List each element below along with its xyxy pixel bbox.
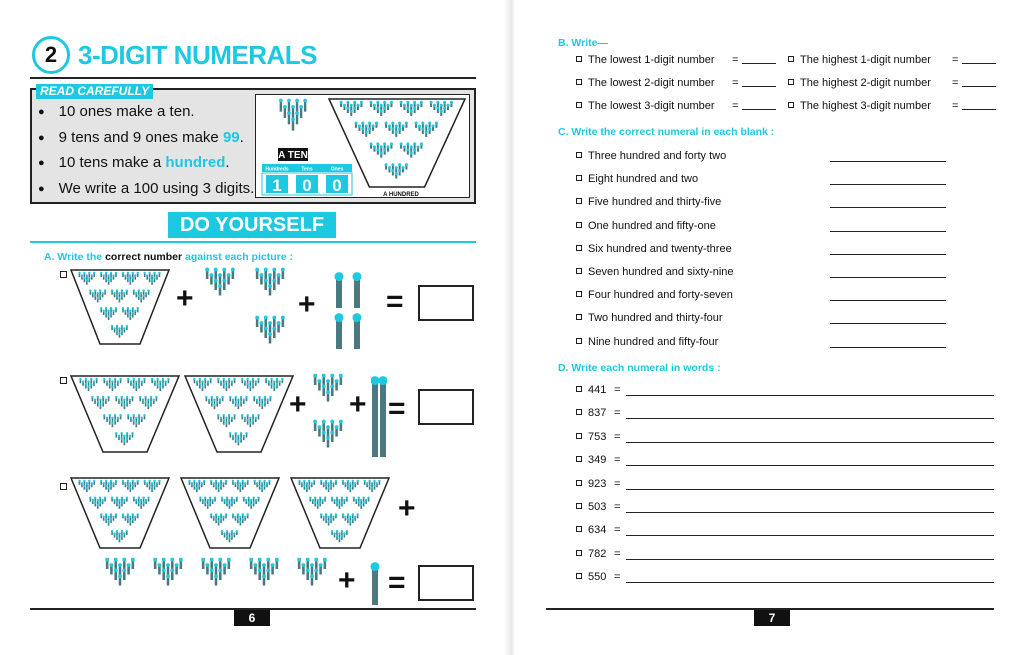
section-d-item: 550 — [576, 570, 606, 584]
section-b-equals: = — [952, 99, 996, 113]
one-rods-icon — [371, 374, 387, 460]
chapter-number: 2 — [32, 36, 70, 74]
section-b-item: The highest 2-digit number — [788, 76, 931, 90]
section-d-item: 837 — [576, 406, 606, 420]
ten-rods-icon — [308, 418, 348, 464]
ten-rods-icon — [250, 314, 290, 360]
equals-sign: = — [614, 571, 621, 584]
answer-line[interactable] — [830, 207, 946, 208]
plus-sign: + — [349, 388, 367, 421]
section-b-item: The lowest 1-digit number — [576, 53, 715, 67]
section-b-item: The highest 3-digit number — [788, 99, 931, 113]
ten-rods-icon — [292, 556, 332, 602]
exercise-checkbox[interactable] — [60, 377, 67, 384]
bullet-item: ● 9 tens and 9 ones make 99. — [38, 126, 254, 152]
equals-sign: = — [614, 524, 621, 537]
answer-line[interactable] — [830, 277, 946, 278]
svg-text:0: 0 — [302, 176, 312, 195]
equals-sign: = — [388, 392, 406, 425]
section-c-item: One hundred and fifty-one — [576, 219, 716, 233]
ten-rods-icon — [244, 556, 284, 602]
plus-sign: + — [176, 282, 194, 315]
hundred-block-icon — [70, 374, 180, 454]
svg-text:Ones: Ones — [330, 166, 344, 173]
section-b-equals: = — [952, 76, 996, 90]
read-carefully-label: READ CAREFULLY — [36, 84, 153, 99]
ten-rods-icon — [308, 372, 348, 418]
answer-line[interactable] — [626, 395, 994, 396]
equals-sign: = — [614, 547, 621, 560]
plus-sign: + — [289, 388, 307, 421]
bullet-item: ● 10 tens make a hundred. — [38, 151, 254, 177]
one-rods-icon — [367, 560, 383, 608]
section-d-item: 753 — [576, 430, 606, 444]
hundred-block-icon — [70, 268, 170, 346]
equals-sign: = — [614, 454, 621, 467]
hundred-block-icon — [184, 374, 294, 454]
section-b-item: The lowest 2-digit number — [576, 76, 715, 90]
section-d-item: 503 — [576, 500, 606, 514]
page-number: 7 — [754, 610, 790, 626]
section-c-item: Seven hundred and sixty-nine — [576, 265, 734, 279]
answer-line[interactable] — [626, 559, 994, 560]
do-yourself-banner: DO YOURSELF — [168, 212, 336, 238]
section-a-heading: A. Write the correct number against each picture : — [44, 251, 293, 263]
section-rule — [30, 241, 476, 243]
answer-line[interactable] — [830, 184, 946, 185]
section-b-equals: = — [732, 53, 776, 67]
svg-text:Tens: Tens — [301, 166, 313, 173]
illustration-box — [255, 94, 470, 198]
section-b-equals: = — [732, 99, 776, 113]
plus-sign: + — [398, 492, 416, 525]
exercise-checkbox[interactable] — [60, 271, 67, 278]
answer-line[interactable] — [626, 442, 994, 443]
section-c-item: Two hundred and thirty-four — [576, 311, 723, 325]
ten-rods-icon — [250, 266, 290, 312]
ten-hundred-illustration — [256, 95, 469, 197]
page-number: 6 — [234, 610, 270, 626]
read-carefully-list — [38, 100, 254, 202]
right-page — [514, 0, 1024, 655]
section-b-equals: = — [952, 53, 996, 67]
equals-sign: = — [614, 407, 621, 420]
svg-text:1: 1 — [272, 176, 282, 195]
bullet-item: ● We write a 100 using 3 digits. — [38, 177, 254, 203]
bullet-item: ● 10 ones make a ten. — [38, 100, 254, 126]
ten-rods-icon — [100, 556, 140, 602]
section-c-item: Six hundred and twenty-three — [576, 242, 732, 256]
answer-box[interactable] — [418, 389, 474, 425]
answer-line[interactable] — [830, 300, 946, 301]
section-b-heading: B. Write— — [558, 37, 608, 49]
section-c-item: Nine hundred and fifty-four — [576, 335, 718, 349]
exercise-checkbox[interactable] — [60, 483, 67, 490]
section-d-item: 782 — [576, 547, 606, 561]
equals-sign: = — [614, 384, 621, 396]
place-value-table — [262, 164, 352, 195]
equals-sign: = — [614, 501, 621, 513]
section-d-heading: D. Write each numeral in words : — [558, 362, 721, 374]
plus-sign: + — [338, 564, 356, 597]
answer-line[interactable] — [830, 254, 946, 255]
answer-box[interactable] — [418, 565, 474, 601]
section-c-item: Four hundred and forty-seven — [576, 288, 733, 302]
section-c-item: Three hundred and forty two — [576, 149, 726, 163]
section-d-item: 923 — [576, 477, 606, 491]
section-b-item: The highest 1-digit number — [788, 53, 931, 67]
equals-sign: = — [386, 285, 404, 318]
hundred-label: A HUNDRED — [383, 192, 419, 197]
hundred-block-icon — [290, 476, 390, 550]
equals-sign: = — [614, 430, 621, 443]
answer-blank[interactable] — [962, 86, 996, 87]
answer-line[interactable] — [626, 512, 994, 513]
equals-sign: = — [388, 566, 406, 599]
left-page — [0, 0, 510, 655]
answer-line[interactable] — [626, 465, 994, 466]
answer-line[interactable] — [626, 489, 994, 490]
section-c-item: Five hundred and thirty-five — [576, 195, 721, 209]
answer-line[interactable] — [830, 231, 946, 232]
section-c-heading: C. Write the correct numeral in each blank : — [558, 126, 775, 138]
ten-rods-icon — [148, 556, 188, 602]
answer-line[interactable] — [830, 323, 946, 324]
answer-blank[interactable] — [742, 109, 776, 110]
plus-sign: + — [298, 288, 316, 321]
section-c-item: Eight hundred and two — [576, 172, 698, 186]
answer-blank[interactable] — [742, 63, 776, 64]
answer-blank[interactable] — [742, 86, 776, 87]
section-b-item: The lowest 3-digit number — [576, 99, 715, 113]
header-rule — [30, 77, 476, 79]
ten-rods-icon — [196, 556, 236, 602]
svg-text:Hundreds: Hundreds — [265, 166, 289, 173]
answer-line[interactable] — [626, 582, 994, 583]
answer-line[interactable] — [830, 161, 946, 162]
answer-blank[interactable] — [962, 109, 996, 110]
equals-sign: = — [614, 477, 621, 490]
hundred-block-icon — [70, 476, 170, 550]
section-d-item: 634 — [576, 523, 606, 537]
ten-bundle-icon — [279, 99, 307, 131]
answer-line[interactable] — [626, 535, 994, 536]
one-rods-icon — [330, 270, 366, 352]
section-d-item: 349 — [576, 453, 606, 467]
hundred-block-icon — [180, 476, 280, 550]
section-b-equals: = — [732, 76, 776, 90]
chapter-title: 3-DIGIT NUMERALS — [78, 40, 317, 70]
answer-line[interactable] — [626, 418, 994, 419]
answer-blank[interactable] — [962, 63, 996, 64]
ten-label: A TEN — [278, 150, 308, 161]
ten-rods-icon — [200, 266, 240, 312]
answer-line[interactable] — [830, 347, 946, 348]
answer-box[interactable] — [418, 285, 474, 321]
section-d-item: 441 — [576, 383, 606, 397]
svg-text:0: 0 — [332, 176, 342, 195]
